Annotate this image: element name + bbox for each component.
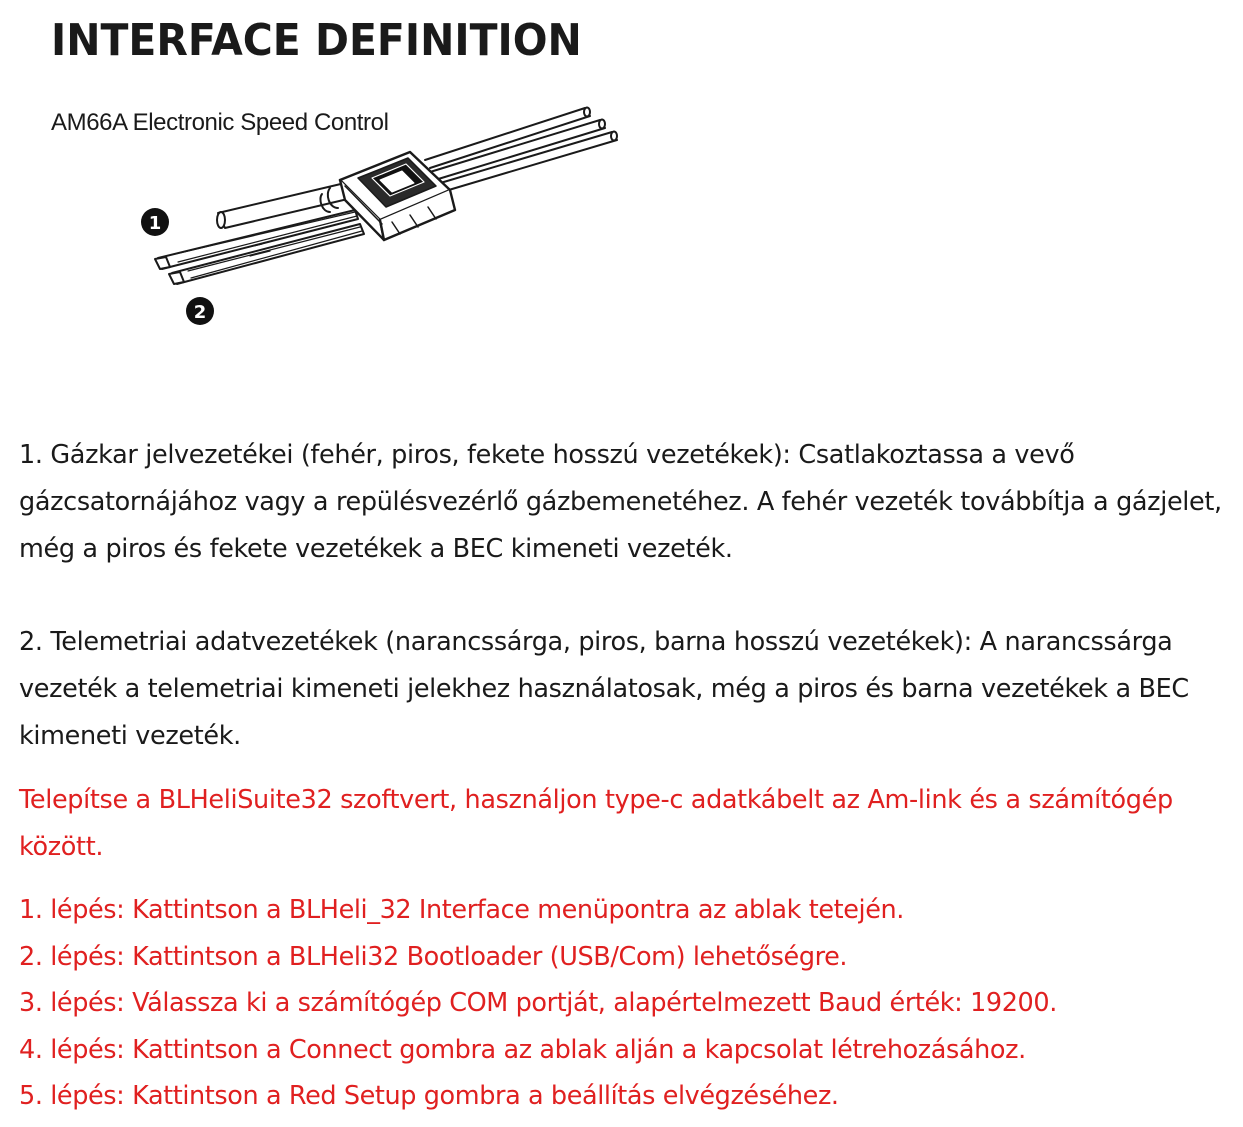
diagram-label: AM66A Electronic Speed Control — [51, 109, 389, 136]
step-item: 1. lépés: Kattintson a BLHeli_32 Interface menüpontra az ablak tetején. — [19, 895, 904, 925]
step-item: 2. lépés: Kattintson a BLHeli32 Bootloader (USB/Com) lehetőségre. — [19, 941, 848, 972]
callout-1-number: 1 — [148, 213, 162, 234]
page-title: INTERFACE DEFINITION — [51, 15, 582, 66]
paragraph-telemetry-wires: 2. Telemetriai adatvezetékek (narancssárga, piros, barna hosszú vezetékek): A narancssárga vezeték a telemetriai kimeneti jelekhez használatosak, még a piros és barna vezetékek a BEC kimeneti vezeték. — [19, 627, 1189, 751]
callout-2-number: 2 — [193, 302, 207, 323]
esc-illustration — [155, 108, 617, 285]
steps-list — [19, 887, 1234, 1120]
motor-wires — [425, 108, 617, 193]
esc-diagram — [0, 0, 1243, 380]
install-note: Telepítse a BLHeliSuite32 szoftvert, használjon type-c adatkábelt az Am-link és a számítógép között. — [19, 785, 1173, 862]
callout-2 — [186, 297, 214, 325]
step-item: 5. lépés: Kattintson a Red Setup gombra a beállítás elvégzéséhez. — [19, 1081, 839, 1111]
step-item: 4. lépés: Kattintson a Connect gombra az ablak alján a kapcsolat létrehozásához. — [19, 1034, 1026, 1065]
step-item: 3. lépés: Válassza ki a számítógép COM portját, alapértelmezett Baud érték: 19200. — [19, 988, 1057, 1018]
callout-1 — [141, 208, 169, 236]
paragraph-throttle-wires: 1. Gázkar jelvezetékei (fehér, piros, fekete hosszú vezetékek): Csatlakoztassa a vevő gázcsatornájához vagy a repülésvezérlő gázbemenetéhez. A fehér vezeték továbbítja a gázjelet, még a piros és fekete vezetékek a BEC kimeneti vezeték. — [19, 440, 1222, 564]
